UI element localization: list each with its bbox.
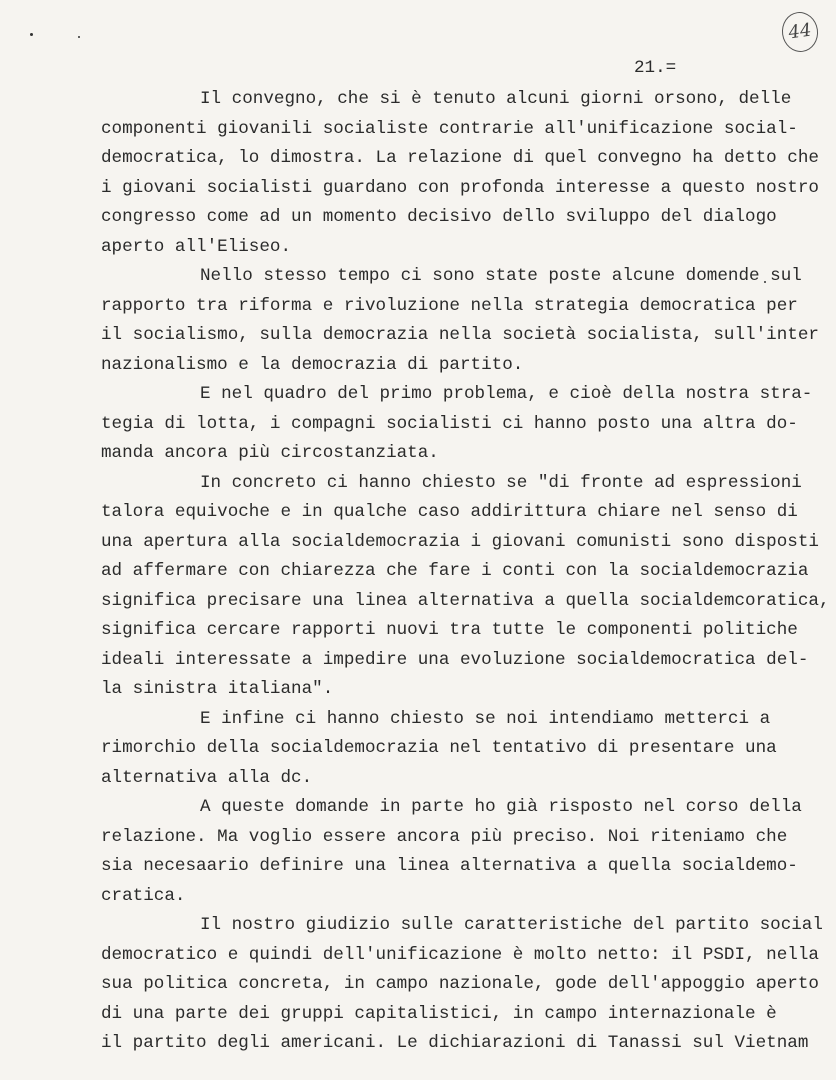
text-line: aperto all'Eliseo. xyxy=(101,236,292,257)
text-line: relazione. Ma voglio essere ancora più preciso. Noi riteniamo che xyxy=(101,826,788,847)
text-line: democratica, lo dimostra. La relazione di quel convegno ha detto che xyxy=(101,148,819,168)
text-line: la sinistra italiana". xyxy=(101,679,334,699)
text-line: ideali interessate a impedire una evoluzione socialdemocratica del- xyxy=(101,649,809,670)
text-line: una apertura alla socialdemocrazia i giovani comunisti sono disposti xyxy=(101,531,819,552)
text-line: In concreto ci hanno chiesto se "di fronte ad espressioni xyxy=(200,472,802,493)
text-line: sua politica concreta, in campo nazionale, gode dell'appoggio aperto xyxy=(101,974,819,994)
text-line: il socialismo, sulla democrazia nella società socialista, sull'inter xyxy=(101,325,819,345)
paragraph xyxy=(101,85,819,262)
ink-speck xyxy=(78,36,80,38)
text-line: sia necesaario definire una linea alternativa a quella socialdemo- xyxy=(101,856,798,876)
text-line: nazionalismo e la democrazia di partito. xyxy=(101,354,524,375)
ink-speck xyxy=(30,33,33,36)
text-line: cratica. xyxy=(101,885,186,906)
text-line: tegia di lotta, i compagni socialisti ci hanno posto una altra do- xyxy=(101,413,798,434)
text-line: i giovani socialisti guardano con profonda interesse a questo nostro xyxy=(101,177,819,198)
text-line: rimorchio della socialdemocrazia nel tentativo di presentare una xyxy=(101,738,777,758)
archive-number-stamp: 44 xyxy=(779,10,820,55)
text-line: E nel quadro del primo problema, e cioè della nostra stra- xyxy=(200,384,813,404)
text-line: A queste domande in parte ho già risposto nel corso della xyxy=(200,797,802,817)
text-line: Il convegno, che si è tenuto alcuni giorni orsono, delle xyxy=(200,89,792,109)
page-number: 21.= xyxy=(634,58,677,78)
paragraph xyxy=(101,705,801,794)
paragraph xyxy=(101,262,819,380)
text-line: di una parte dei gruppi capitalistici, in campo internazionale è xyxy=(101,1003,777,1024)
text-line: componenti giovanili socialiste contrarie all'unificazione social- xyxy=(101,118,798,139)
paragraph xyxy=(101,380,813,469)
typewritten-body xyxy=(101,85,830,1059)
text-line: ad affermare con chiarezza che fare i conti con la socialdemocrazia xyxy=(101,561,809,581)
text-line: rapporto tra riforma e rivoluzione nella strategia democratica per xyxy=(101,295,798,316)
paragraph xyxy=(101,469,830,705)
paragraph xyxy=(101,911,823,1059)
text-line: il partito degli americani. Le dichiarazioni di Tanassi sul Vietnam xyxy=(101,1033,809,1053)
text-line: talora equivoche e in qualche caso addirittura chiare nel senso di xyxy=(101,502,798,522)
text-line: democratico e quindi dell'unificazione è molto netto: il PSDI, nella xyxy=(101,944,819,965)
text-line: Nello stesso tempo ci sono state poste alcune domende sul xyxy=(200,266,802,286)
text-line: E infine ci hanno chiesto se noi intendiamo metterci a xyxy=(200,708,771,729)
text-line: manda ancora più circostanziata. xyxy=(101,443,439,463)
text-line: congresso come ad un momento decisivo dello sviluppo del dialogo xyxy=(101,207,777,227)
text-line: significa cercare rapporti nuovi tra tutte le componenti politiche xyxy=(101,620,798,640)
text-line: alternativa alla dc. xyxy=(101,767,313,788)
text-line: significa precisare una linea alternativa a quella socialdemcoratica, xyxy=(101,590,830,611)
paragraph xyxy=(101,793,801,911)
text-line: Il nostro giudizio sulle caratteristiche del partito social xyxy=(200,915,823,935)
